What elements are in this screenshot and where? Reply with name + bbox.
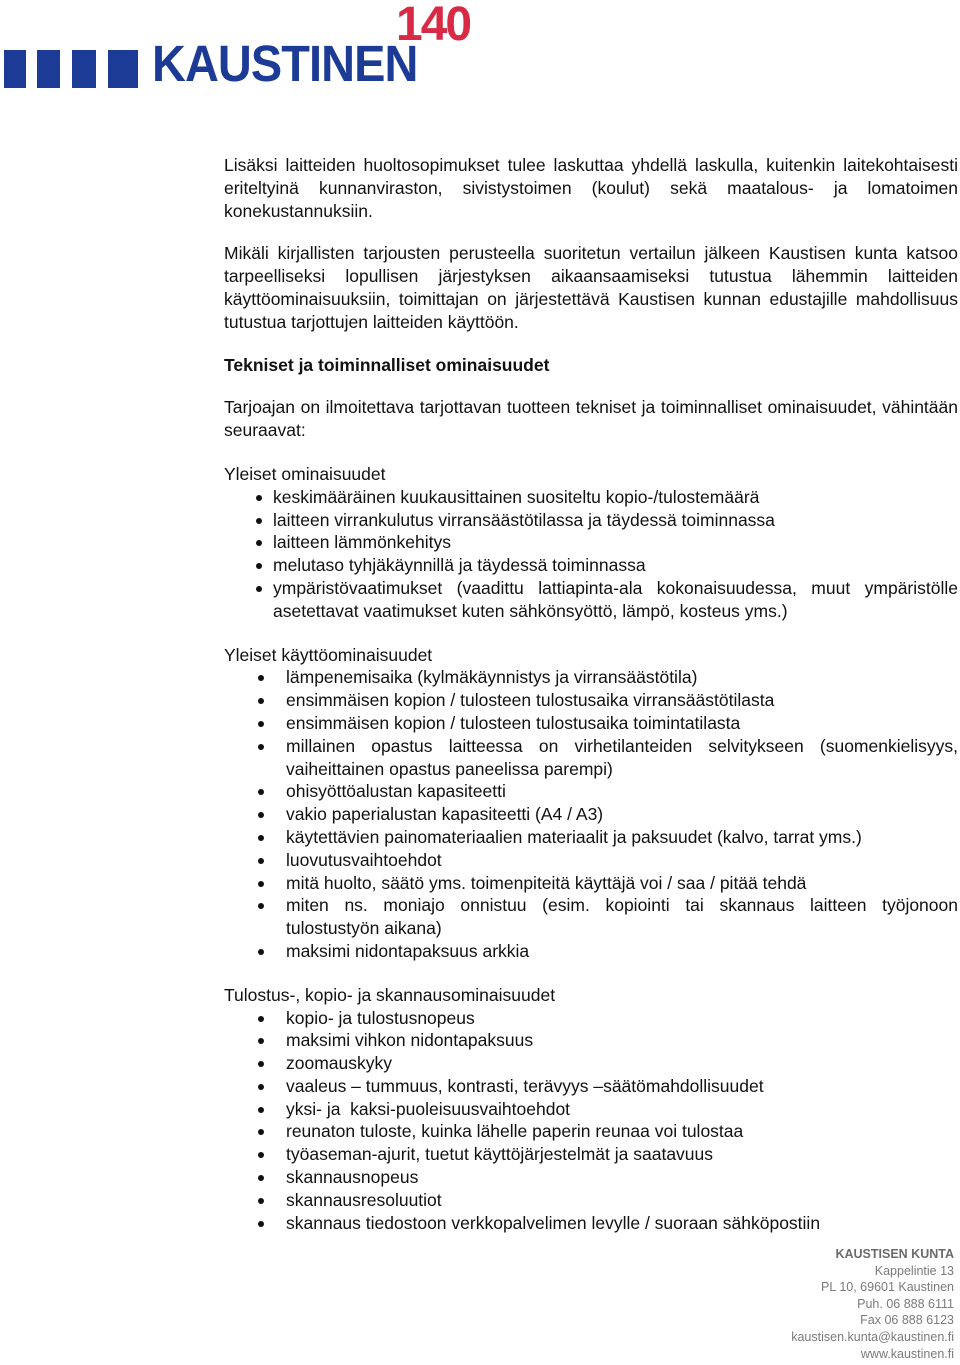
list-item-text: työaseman-ajurit, tuetut käyttöjärjestelmät ja saatavuus	[286, 1144, 714, 1165]
bullet-icon	[258, 835, 264, 841]
list-item	[224, 1098, 958, 1121]
bullet-icon	[256, 563, 262, 569]
logo-bar	[72, 50, 96, 88]
list-item-text: ympäristövaatimukset (vaadittu lattiapinta-ala kokonaisuudessa, muut ympäristölle asetettavat vaatimukset kuten sähkönsyöttö, lämpö, kosteus yms.)	[273, 577, 958, 621]
list-item	[224, 1143, 958, 1166]
list-item	[223, 554, 958, 577]
logo-anniversary-number: 140	[396, 0, 471, 51]
list-item	[224, 1120, 958, 1143]
list-item	[224, 1029, 958, 1052]
section-heading: Tekniset ja toiminnalliset ominaisuudet	[224, 354, 550, 375]
list-item-text: millainen opastus laitteessa on virhetilanteiden selvitykseen (suomenkielisyys, vaiheittainen opastus paneelissa parempi)	[286, 735, 958, 779]
bullet-icon	[256, 495, 262, 501]
list-item-text: ensimmäisen kopion / tulosteen tulostusaika toimintatilasta	[286, 712, 741, 733]
bullet-icon	[258, 1221, 264, 1227]
bullet-icon	[258, 675, 264, 681]
list-item	[224, 780, 958, 803]
footer-contact-block	[754, 1246, 954, 1362]
list-item-text: käytettävien painomateriaalien materiaalit ja paksuudet (kalvo, tarrat yms.)	[286, 826, 862, 847]
logo-bar	[108, 50, 138, 88]
footer-street: Kappelintie 13	[874, 1263, 954, 1278]
footer-website: www.kaustinen.fi	[860, 1346, 954, 1361]
section-title-print-copy-scan: Tulostus-, kopio- ja skannausominaisuudet	[224, 984, 556, 1005]
bullet-icon	[258, 1175, 264, 1181]
bullet-icon	[258, 789, 264, 795]
list-item-text: lämpenemisaika (kylmäkäynnistys ja virransäästötila)	[286, 667, 698, 688]
paragraph-comparison: Mikäli kirjallisten tarjousten perusteella suoritetun vertailun jälkeen Kaustisen kunta katsoo tarpeelliseksi lopullisen järjestyksen aikaansaamiseksi tutustua lähemmin laitteiden käyttöominaisuuksiin, toimittajan on järjestettävä Kaustisen kunnan edustajille mahdollisuus tutustua tarjottujen laitteiden käyttöön.	[224, 243, 958, 332]
bullet-icon	[258, 1061, 264, 1067]
bullet-icon	[258, 903, 264, 909]
list-item-text: ohisyöttöalustan kapasiteetti	[286, 781, 506, 802]
list-item	[223, 531, 958, 554]
list-item	[224, 849, 958, 872]
list-item-text: maksimi nidontapaksuus arkkia	[286, 940, 530, 961]
list-item	[224, 666, 958, 689]
list-item	[224, 872, 958, 895]
list-item	[223, 486, 958, 509]
list-item	[224, 940, 958, 963]
bullet-icon	[258, 744, 264, 750]
list-item-text: kopio- ja tulostusnopeus	[286, 1007, 475, 1028]
footer-postbox: PL 10, 69601 Kaustinen	[821, 1280, 954, 1295]
bullet-icon	[258, 1084, 264, 1090]
section-title-general-properties: Yleiset ominaisuudet	[224, 463, 386, 484]
bullet-icon	[256, 518, 262, 524]
bullet-icon	[258, 698, 264, 704]
bullet-icon	[258, 1016, 264, 1022]
bullet-icon	[258, 858, 264, 864]
list-item-text: vaaleus – tummuus, kontrasti, terävyys –säätömahdollisuudet	[286, 1075, 764, 1096]
list-item	[224, 826, 958, 849]
list-item-text: miten ns. moniajo onnistuu (esim. kopiointi tai skannaus laitteen työjonoon tulostustyön aikana)	[286, 895, 958, 939]
list-item-text: ensimmäisen kopion / tulosteen tulostusaika virransäästötilasta	[286, 690, 775, 711]
list-item	[224, 1166, 958, 1189]
bullet-icon	[258, 1129, 264, 1135]
bullet-icon	[258, 1107, 264, 1113]
list-item	[223, 509, 958, 532]
list-item-text: melutaso tyhjäkäynnillä ja täydessä toiminnassa	[273, 555, 646, 576]
list-item	[224, 735, 958, 781]
paragraph-maintenance-billing: Lisäksi laitteiden huoltosopimukset tulee laskuttaa yhdellä laskulla, kuitenkin laitekohtaisesti eriteltyinä kunnanviraston, sivistystoimen (koulut) sekä maatalous- ja lomatoimen konekustannuksiin.	[224, 155, 958, 221]
section-title-usage-properties: Yleiset käyttöominaisuudet	[224, 644, 433, 665]
list-item-text: keskimääräinen kuukausittainen suositeltu kopio-/tulostemäärä	[273, 486, 760, 507]
bullet-icon	[258, 721, 264, 727]
list-item-text: vakio paperialustan kapasiteetti (A4 / A3)	[286, 804, 604, 825]
logo-bar	[4, 50, 26, 88]
list-item	[224, 1075, 958, 1098]
intro-paragraph: Tarjoajan on ilmoitettava tarjottavan tuotteen tekniset ja toiminnalliset ominaisuudet, vähintään seuraavat:	[224, 397, 958, 441]
general-properties-list	[223, 486, 958, 623]
list-item	[224, 1052, 958, 1075]
bullet-icon	[256, 586, 262, 592]
list-item	[224, 803, 958, 826]
list-item	[224, 894, 958, 940]
list-item-text: mitä huolto, säätö yms. toimenpiteitä käyttäjä voi / saa / pitää tehdä	[286, 872, 807, 893]
bullet-icon	[256, 540, 262, 546]
document-body	[224, 154, 958, 1234]
footer-org-name: KAUSTISEN KUNTA	[835, 1247, 954, 1261]
bullet-icon	[258, 812, 264, 818]
footer-phone: Puh. 06 888 6111	[857, 1296, 954, 1311]
bullet-icon	[258, 1198, 264, 1204]
bullet-icon	[258, 1152, 264, 1158]
logo-wordmark: KAUSTINEN	[152, 35, 418, 92]
bullet-icon	[258, 1038, 264, 1044]
list-item-text: reunaton tuloste, kuinka lähelle paperin reunaa voi tulostaa	[286, 1121, 744, 1142]
list-item-text: laitteen lämmönkehitys	[273, 532, 451, 553]
bullet-icon	[258, 949, 264, 955]
list-item	[224, 1007, 958, 1030]
list-item	[223, 577, 958, 623]
footer-email: kaustisen.kunta@kaustinen.fi	[791, 1329, 954, 1344]
list-item-text: skannaus tiedostoon verkkopalvelimen levylle / suoraan sähköpostiin	[286, 1212, 821, 1233]
bullet-icon	[258, 881, 264, 887]
list-item-text: skannausresoluutiot	[286, 1189, 442, 1210]
list-item	[224, 712, 958, 735]
list-item-text: maksimi vihkon nidontapaksuus	[286, 1030, 534, 1051]
list-item	[224, 1189, 958, 1212]
kaustinen-logo	[4, 0, 479, 92]
list-item	[224, 689, 958, 712]
list-item-text: laitteen virrankulutus virransäästötilassa ja täydessä toiminnassa	[273, 509, 775, 530]
list-item-text: zoomauskyky	[286, 1053, 393, 1074]
usage-properties-list	[224, 666, 958, 962]
footer-fax: Fax 06 888 6123	[860, 1313, 954, 1328]
list-item	[224, 1212, 958, 1235]
print-copy-scan-list	[224, 1007, 958, 1235]
list-item-text: luovutusvaihtoehdot	[286, 849, 442, 870]
list-item-text: skannausnopeus	[286, 1167, 419, 1188]
list-item-text: yksi- ja kaksi-puoleisuusvaihtoehdot	[286, 1098, 571, 1119]
logo-bar	[37, 50, 60, 88]
